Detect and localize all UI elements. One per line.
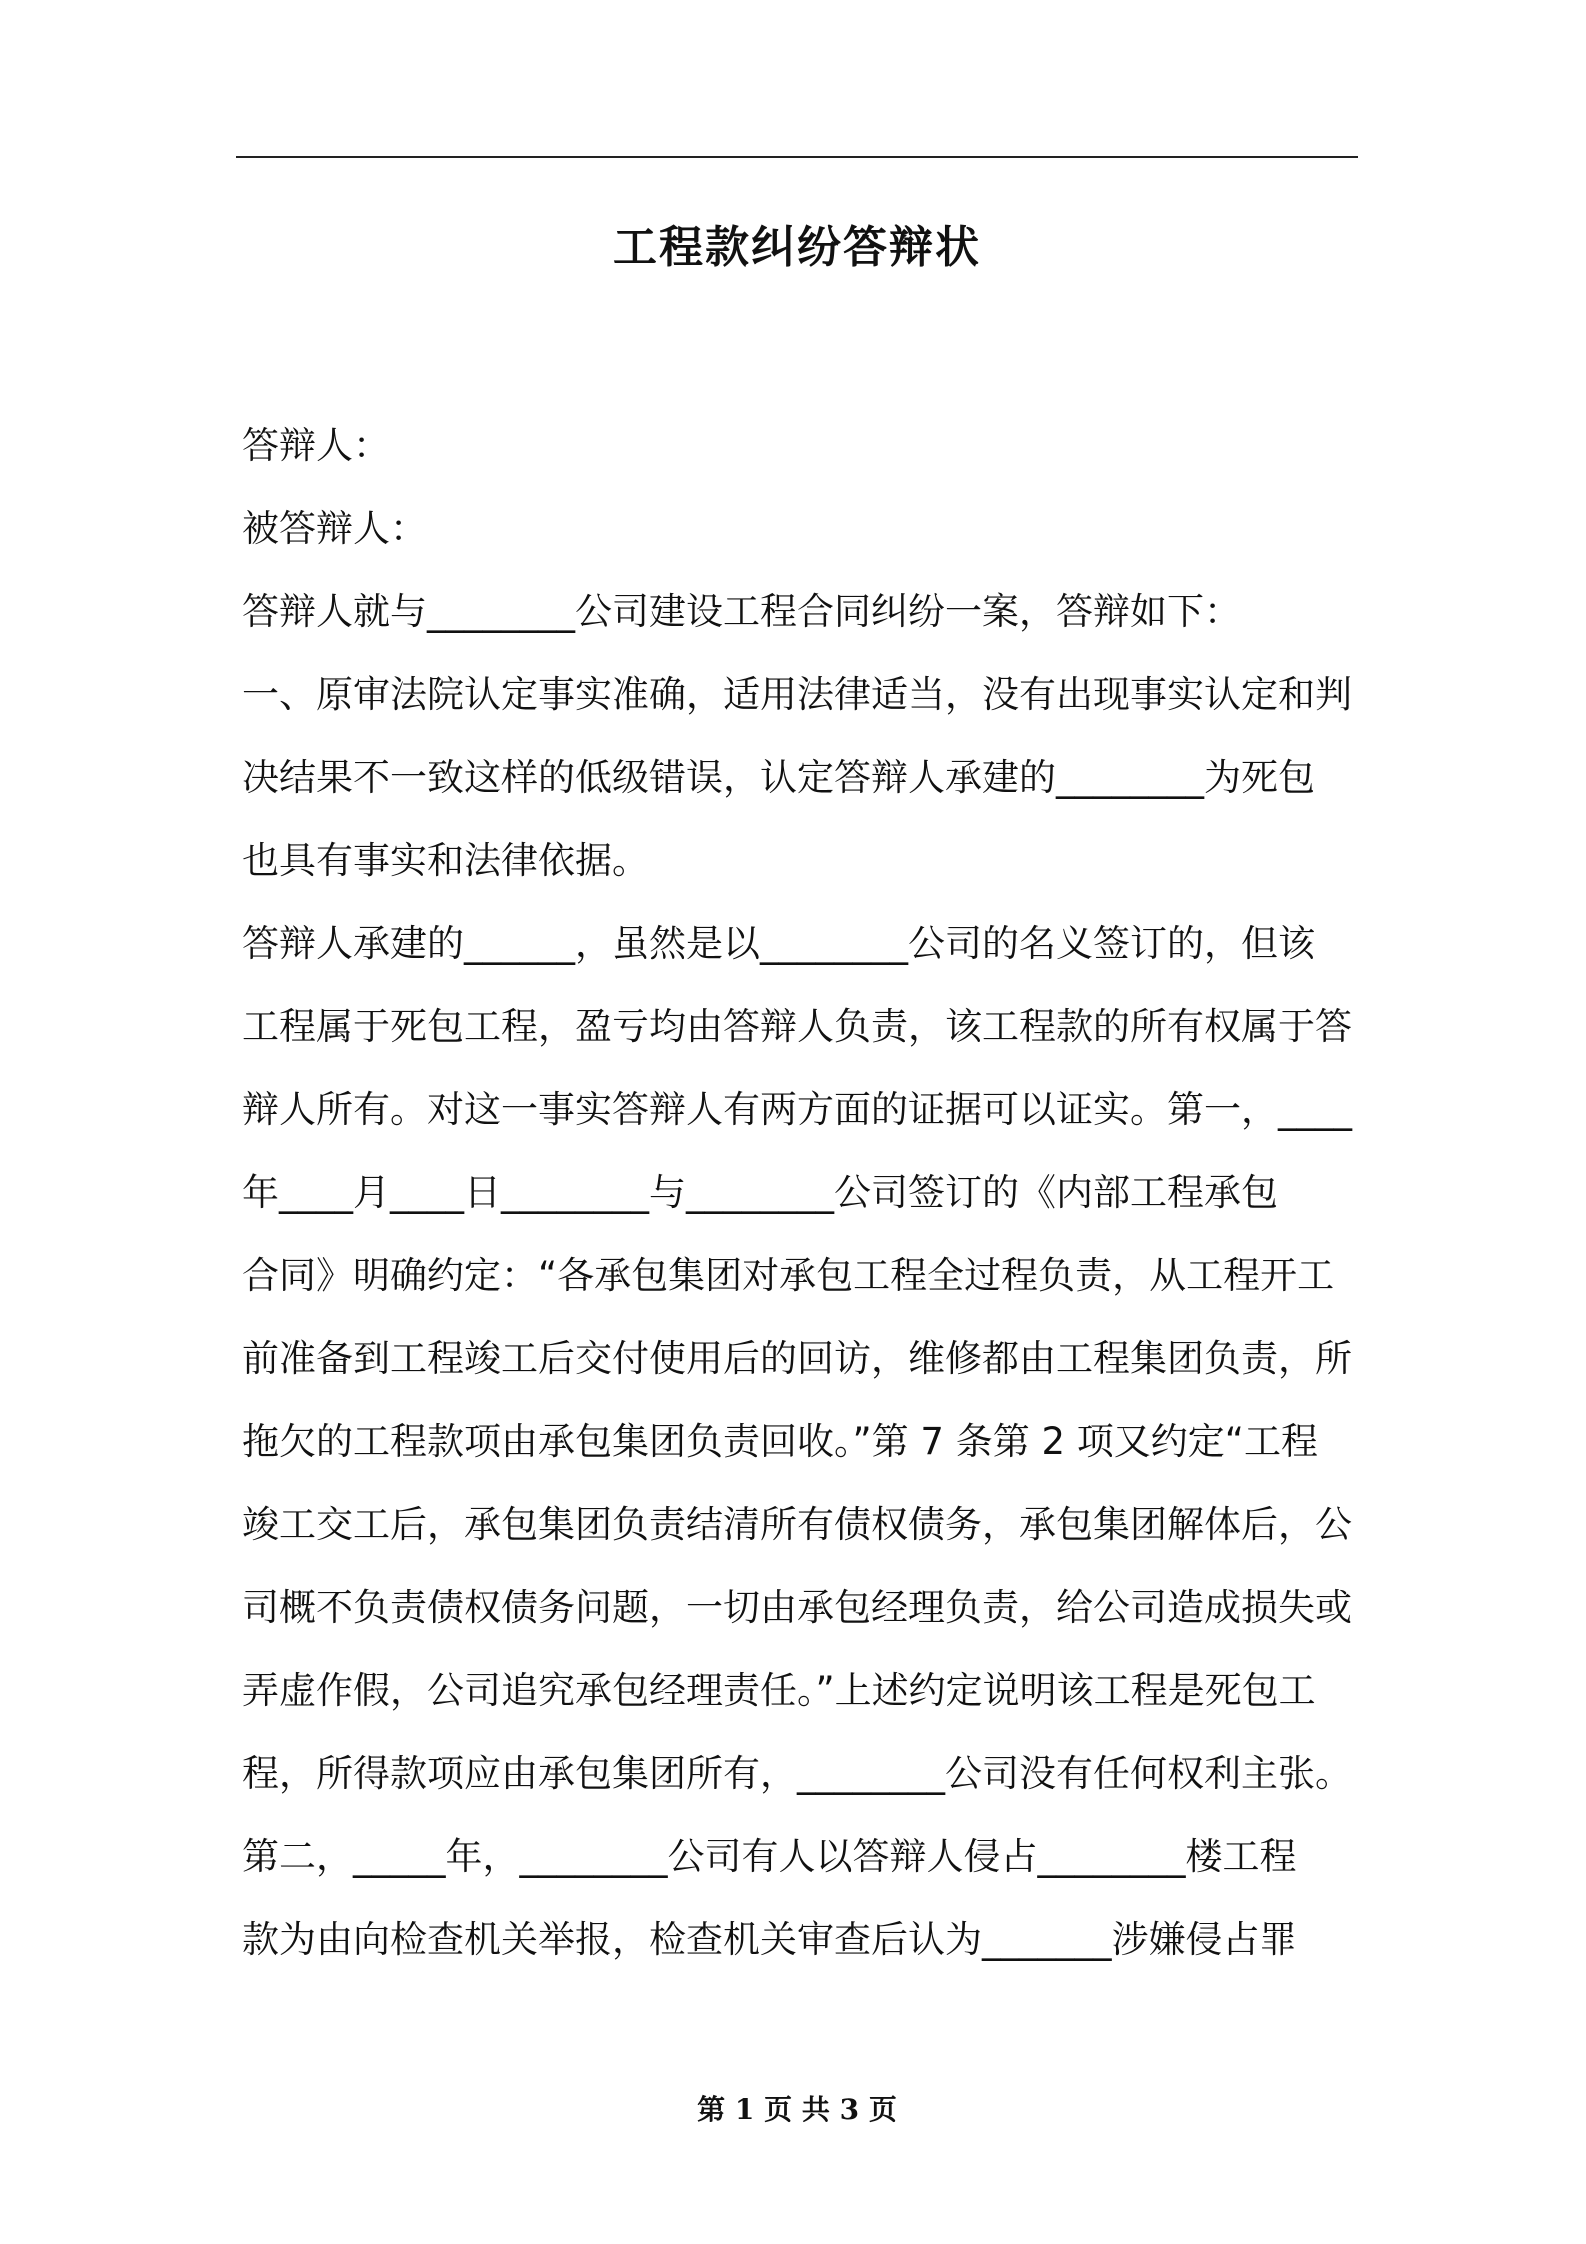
body-line: 拖欠的工程款项由承包集团负责回收。”第 7 条第 2 项又约定“工程	[242, 1420, 1318, 1463]
body-line: 被答辩人：	[242, 507, 427, 550]
body-line: 第二，_____年，________公司有人以答辩人侵占________楼工程	[242, 1835, 1297, 1878]
body-line: 款为由向检查机关举报，检查机关审查后认为_______涉嫌侵占罪	[242, 1918, 1297, 1961]
body-line: 弄虚作假，公司追究承包经理责任。”上述约定说明该工程是死包工	[242, 1669, 1316, 1712]
body-line: 工程属于死包工程，盈亏均由答辩人负责，该工程款的所有权属于答	[242, 1005, 1352, 1048]
body-line: 辩人所有。对这一事实答辩人有两方面的证据可以证实。第一，____	[242, 1088, 1352, 1131]
body-line: 答辩人：	[242, 424, 390, 467]
header-rule	[236, 156, 1358, 158]
body-line: 程，所得款项应由承包集团所有，________公司没有任何权利主张。	[242, 1752, 1352, 1795]
body-line: 合同》明确约定：“各承包集团对承包工程全过程负责，从工程开工	[242, 1254, 1335, 1297]
document-body	[242, 404, 1358, 1981]
body-line: 答辩人承建的______，虽然是以________公司的名义签订的，但该	[242, 922, 1315, 965]
body-line: 前准备到工程竣工后交付使用后的回访，维修都由工程集团负责，所	[242, 1337, 1352, 1380]
body-line: 也具有事实和法律依据。	[242, 839, 649, 882]
body-line: 年____月____日________与________公司签订的《内部工程承包	[242, 1171, 1278, 1214]
document-title: 工程款纠纷答辩状	[613, 222, 981, 273]
body-line: 决结果不一致这样的低级错误，认定答辩人承建的________为死包	[242, 756, 1315, 799]
body-line: 一、原审法院认定事实准确，适用法律适当，没有出现事实认定和判	[242, 673, 1352, 716]
body-line: 竣工交工后，承包集团负责结清所有债权债务，承包集团解体后，公	[242, 1503, 1352, 1546]
body-line: 司概不负责债权债务问题，一切由承包经理负责，给公司造成损失或	[242, 1586, 1352, 1629]
body-line: 答辩人就与________公司建设工程合同纠纷一案，答辩如下：	[242, 590, 1241, 633]
page-footer: 第 1 页 共 3 页	[697, 2093, 897, 2126]
